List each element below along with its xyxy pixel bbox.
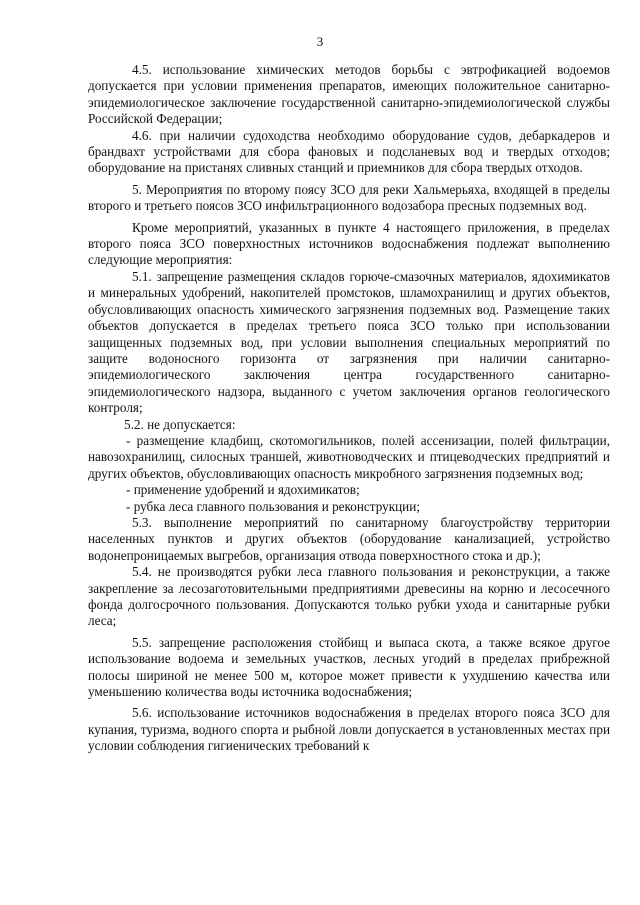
- paragraph-5-2: 5.2. не допускается:: [124, 416, 236, 432]
- list-item: - применение удобрений и ядохимикатов;: [126, 482, 360, 498]
- paragraph-4-6: 4.6. при наличии судоходства необходимо оборудование судов, дебаркадеров и брандвахт устройствами для сбора фановых и подсланевых вод и твердых отходов; оборудование на пристанях сливных станций и приемников для сбора твердых отходов.: [88, 127, 610, 176]
- page-number: 3: [316, 34, 324, 49]
- list-item: - рубка леса главного пользования и реконструкции;: [126, 498, 420, 514]
- paragraph-4-5: 4.5. использование химических методов борьбы с эвтрофикацией водоемов допускается при условии применения препаратов, имеющих положительное санитарно-эпидемиологическое заключение государственной санитарно-эпидемиологической службы Российской Федерации;: [88, 62, 610, 127]
- paragraph-5-6: 5.6. использование источников водоснабжения в пределах второго пояса ЗСО для купания, туризма, водного спорта и рыбной ловли допускается в установленных местах при условии соблюдения гигиенических требований к: [88, 705, 610, 754]
- paragraph-5-1: 5.1. запрещение размещения складов горюче-смазочных материалов, ядохимикатов и минеральных удобрений, накопителей промстоков, шламохранилищ и других объектов, обусловливающих опасность химического загрязнения подземных вод. Размещение таких объектов допускается в пределах третьего пояса ЗСО только при использовании защищенных подземных вод, при условии выполнения специальных мероприятий по защите водоносного горизонта от загрязнения при наличии санитарно-эпидемиологического заключения центра государственного санитарно-эпидемиологического надзора, выданного с учетом заключения органов геологического контроля;: [88, 268, 610, 416]
- list-item: - размещение кладбищ, скотомогильников, полей ассенизации, полей фильтрации, навозохранилищ, силосных траншей, животноводческих и птицеводческих предприятий и других объектов, обусловливающих опасность микробного загрязнения подземных вод;: [88, 432, 610, 481]
- paragraph-5-3: 5.3. выполнение мероприятий по санитарному благоустройству территории населенных пунктов и других объектов (оборудование канализацией, устройство водонепроницаемых выгребов, организация отвода поверхностного стока и др.);: [88, 514, 610, 563]
- paragraph-5-5: 5.5. запрещение расположения стойбищ и выпаса скота, а также всякое другое использование водоема и земельных участков, лесных угодий в пределах прибрежной полосы шириной не менее 500 м, которое может привести к ухудшению качества или уменьшению количества воды источника водоснабжения;: [88, 634, 610, 700]
- paragraph-5-intro: Кроме мероприятий, указанных в пункте 4 настоящего приложения, в пределах второго пояса ЗСО поверхностных источников водоснабжения подлежат выполнению следующие мероприятия:: [88, 219, 610, 268]
- document-body: [88, 62, 610, 755]
- paragraph-5-heading: 5. Мероприятия по второму поясу ЗСО для реки Хальмерьяха, входящей в пределы второго и третьего поясов ЗСО инфильтрационного водозабора пресных подземных вод.: [88, 181, 610, 214]
- paragraph-5-4: 5.4. не производятся рубки леса главного пользования и реконструкции, а также закрепление за лесозаготовительными предприятиями древесины на корню и лесосечного фонда долгосрочного пользования. Допускаются только рубки ухода и санитарные рубки леса;: [88, 564, 610, 629]
